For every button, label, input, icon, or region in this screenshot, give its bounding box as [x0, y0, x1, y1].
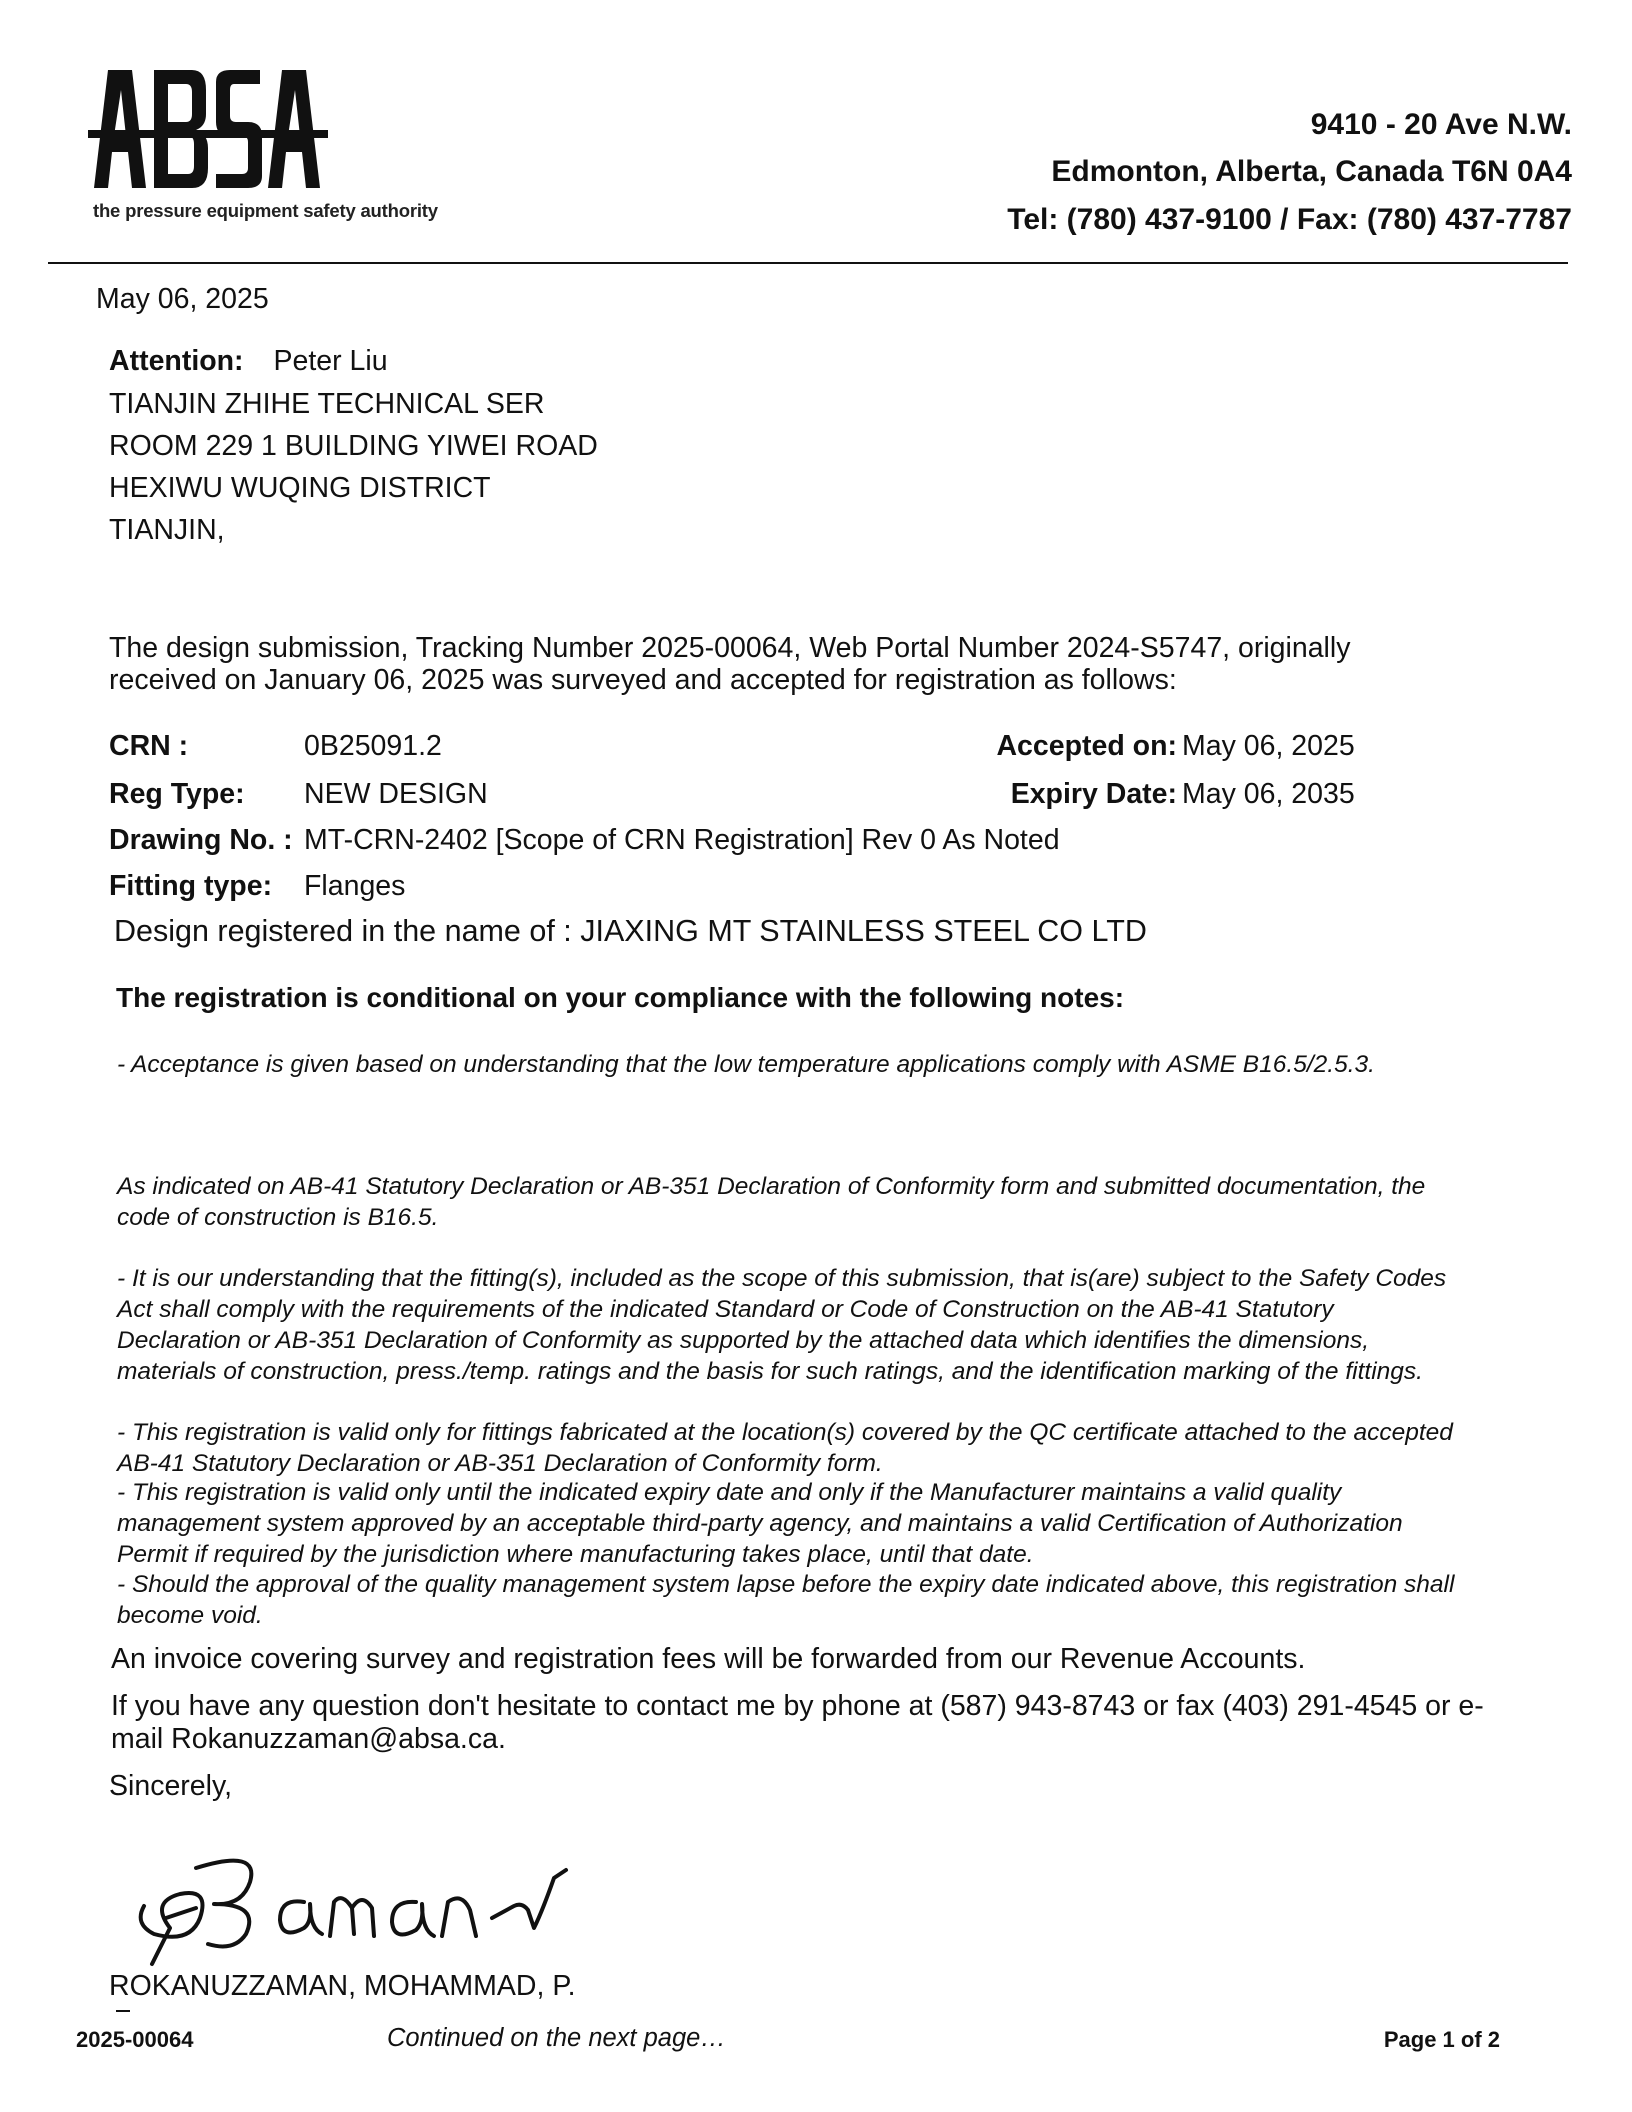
signature: [130, 1848, 620, 1968]
intro-line-1: The design submission, Tracking Number 2025-00064, Web Portal Number 2024-S5747, originally: [109, 632, 1351, 664]
crn-label: CRN :: [109, 730, 189, 762]
address-line-1: 9410 - 20 Ave N.W.: [1310, 108, 1572, 141]
fitting-label: Fitting type:: [109, 870, 273, 902]
reg-type-label: Reg Type:: [109, 778, 245, 810]
expiry-label: Expiry Date:: [1010, 778, 1177, 810]
note-code-of-construction: As indicated on AB-41 Statutory Declaration or AB-351 Declaration of Conformity form and submitted documentation, the code of construction is B16.5.: [117, 1173, 1426, 1231]
note-low-temperature: - Acceptance is given based on understanding that the low temperature applications comply with ASME B16.5/2.5.3.: [117, 1051, 1375, 1078]
accepted-label: Accepted on:: [996, 730, 1177, 762]
sincerely: Sincerely,: [109, 1770, 233, 1802]
footer-tracking: 2025-00064: [76, 2027, 194, 2052]
drawing-label: Drawing No. :: [109, 824, 293, 856]
contact-paragraph: If you have any question don't hesitate to contact me by phone at (587) 943-8743 or fax (403) 291-4545 or e-mail Rokanuzzaman@absa.ca.: [111, 1690, 1484, 1755]
header-divider: [48, 262, 1568, 264]
note-safety-codes-act: - It is our understanding that the fitting(s), included as the scope of this submission, that is(are) subject to the Safety Codes Act shall comply with the requirements of the indicated Standard or Code of Construction on the AB-41 Statutory Declaration or AB-351 Declaration of Conformity as supported by the attached data which identifies the dimensions, materials of construction, press./temp. ratings and the basis for such ratings, and the identification marking of the fittings.: [117, 1265, 1447, 1385]
invoice-paragraph: An invoice covering survey and registration fees will be forwarded from our Revenue Accounts.: [111, 1643, 1306, 1675]
address-line: TIANJIN ZHIHE TECHNICAL SER: [109, 388, 545, 420]
accepted-value: May 06, 2025: [1182, 730, 1355, 762]
signatory-name: ROKANUZZAMAN, MOHAMMAD, P.: [109, 1970, 576, 2002]
letter-date: May 06, 2025: [96, 283, 269, 315]
crn-value: 0B25091.2: [304, 730, 442, 762]
contact-line: Tel: (780) 437-9100 / Fax: (780) 437-7787: [1007, 203, 1572, 236]
tagline: the pressure equipment safety authority: [93, 200, 438, 221]
registered-name-line: Design registered in the name of : JIAXING MT STAINLESS STEEL CO LTD: [114, 914, 1147, 948]
footer-page-number: Page 1 of 2: [1383, 2027, 1500, 2052]
drawing-value: MT-CRN-2402 [Scope of CRN Registration] Rev 0 As Noted: [304, 824, 1060, 856]
note-qc-certificate: - This registration is valid only for fittings fabricated at the location(s) covered by the QC certificate attached to the accepted AB-41 Statutory Declaration or AB-351 Declaration of Conformity form.: [117, 1419, 1453, 1477]
address-line: ROOM 229 1 BUILDING YIWEI ROAD: [109, 430, 598, 462]
expiry-value: May 06, 2035: [1182, 778, 1355, 810]
address-line: TIANJIN,: [109, 514, 225, 546]
fitting-value: Flanges: [304, 870, 406, 902]
footer-continued: Continued on the next page…: [387, 2024, 726, 2052]
note-expiry-validity: - This registration is valid only until the indicated expiry date and only if the Manufacturer maintains a valid quality management system approved by an acceptable third-party agency, and maintains a valid Certification of Authorization Permit if required by the jurisdiction where manufacturing takes place, until that date.: [117, 1479, 1403, 1568]
intro-line-2: received on January 06, 2025 was surveyed and accepted for registration as follows:: [109, 664, 1177, 696]
signatory-mark: [116, 2010, 130, 2012]
attention-line: [109, 345, 388, 378]
note-quality-lapse: - Should the approval of the quality management system lapse before the expiry date indicated above, this registration shall become void.: [117, 1571, 1455, 1629]
attention-label: Attention:: [109, 345, 244, 377]
conditional-heading: The registration is conditional on your compliance with the following notes:: [116, 982, 1125, 1013]
address-line-2: Edmonton, Alberta, Canada T6N 0A4: [1051, 155, 1572, 188]
reg-type-value: NEW DESIGN: [304, 778, 488, 810]
address-line: HEXIWU WUQING DISTRICT: [109, 472, 491, 504]
attention-name: Peter Liu: [273, 345, 388, 377]
absa-logo: [88, 56, 328, 196]
